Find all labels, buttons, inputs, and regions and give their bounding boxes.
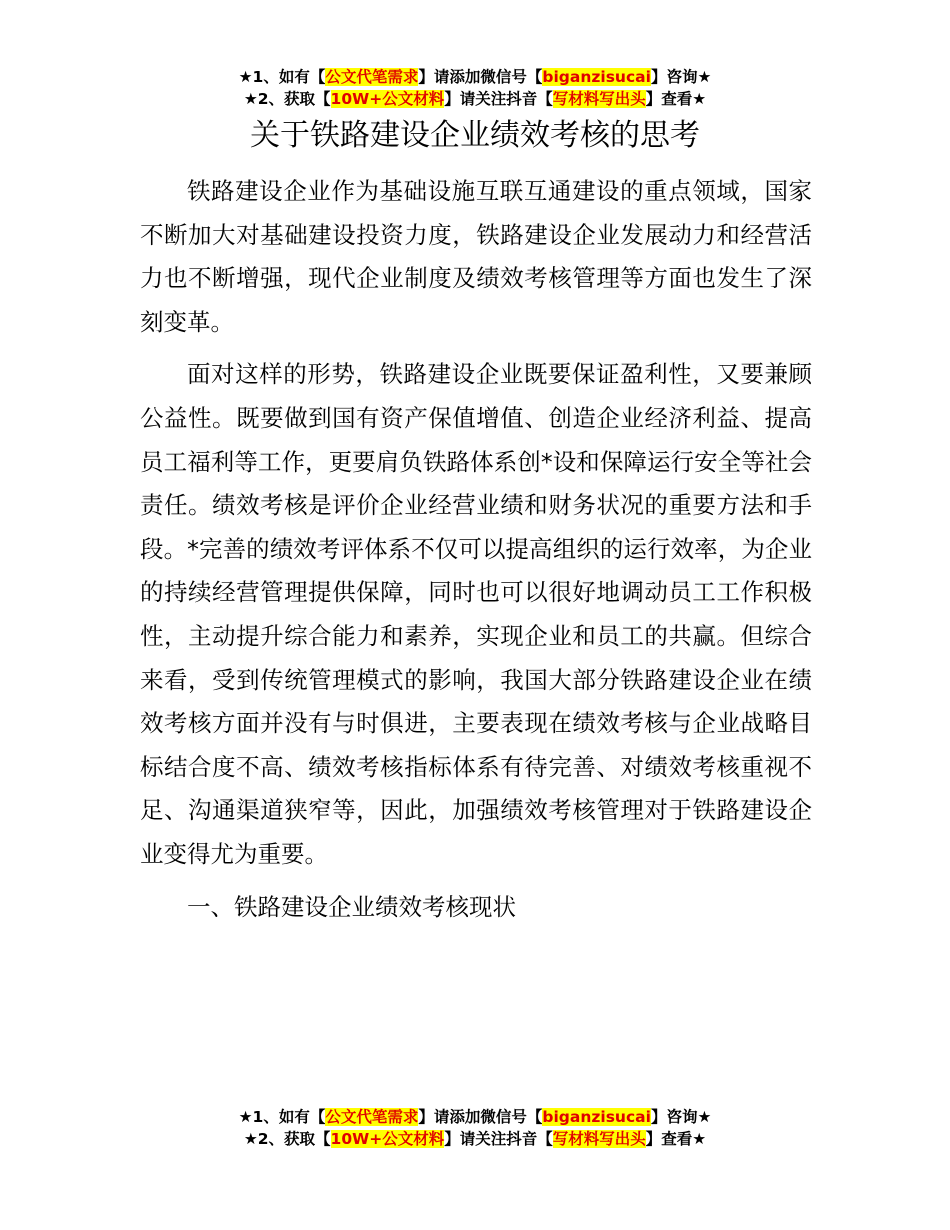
header-banner-line-1: ★1、如有【公文代笔需求】请添加微信号【biganzisucai】咨询★ <box>238 68 712 86</box>
highlight-wechat-id: biganzisucai <box>542 1108 651 1126</box>
highlight-wechat-id: biganzisucai <box>542 68 651 86</box>
document-body <box>140 170 812 938</box>
highlight-service: 公文代笔需求 <box>325 68 419 86</box>
header-banner <box>0 66 950 110</box>
footer-banner-line-1: ★1、如有【公文代笔需求】请添加微信号【biganzisucai】咨询★ <box>238 1108 712 1126</box>
paragraph: 面对这样的形势，铁路建设企业既要保证盈利性，又要兼顾公益性。既要做到国有资产保值增值、创造企业经济利益、提高员工福利等工作，更要肩负铁路体系创*设和保障运行安全等社会责任。绩效考核是评价企业经营业绩和财务状况的重要方法和手段。*完善的绩效考评体系不仅可以提高组织的运行效率，为企业的持续经营管理提供保障，同时也可以很好地调动员工工作积极性，主动提升综合能力和素养，实现企业和员工的共赢。但综合来看，受到传统管理模式的影响，我国大部分铁路建设企业在绩效考核方面并没有与时俱进，主要表现在绩效考核与企业战略目标结合度不高、绩效考核指标体系有待完善、对绩效考核重视不足、沟通渠道狭窄等，因此，加强绩效考核管理对于铁路建设企业变得尤为重要。 <box>140 360 812 868</box>
paragraph: 铁路建设企业作为基础设施互联互通建设的重点领域，国家不断加大对基础建设投资力度，铁路建设企业发展动力和经营活力也不断增强，现代企业制度及绩效考核管理等方面也发生了深刻变革。 <box>140 177 812 336</box>
highlight-materials: 10W+公文材料 <box>330 90 445 108</box>
highlight-materials: 10W+公文材料 <box>330 1130 445 1148</box>
footer-banner <box>0 1106 950 1150</box>
highlight-douyin-account: 写材料写出头 <box>552 1130 646 1148</box>
highlight-douyin-account: 写材料写出头 <box>552 90 646 108</box>
highlight-service: 公文代笔需求 <box>325 1108 419 1126</box>
section-heading: 一、铁路建设企业绩效考核现状 <box>187 892 516 921</box>
header-banner-line-2: ★2、获取【10W+公文材料】请关注抖音【写材料写出头】查看★ <box>243 90 707 108</box>
document-title: 关于铁路建设企业绩效考核的思考 <box>250 118 700 153</box>
footer-banner-line-2: ★2、获取【10W+公文材料】请关注抖音【写材料写出头】查看★ <box>243 1130 707 1148</box>
